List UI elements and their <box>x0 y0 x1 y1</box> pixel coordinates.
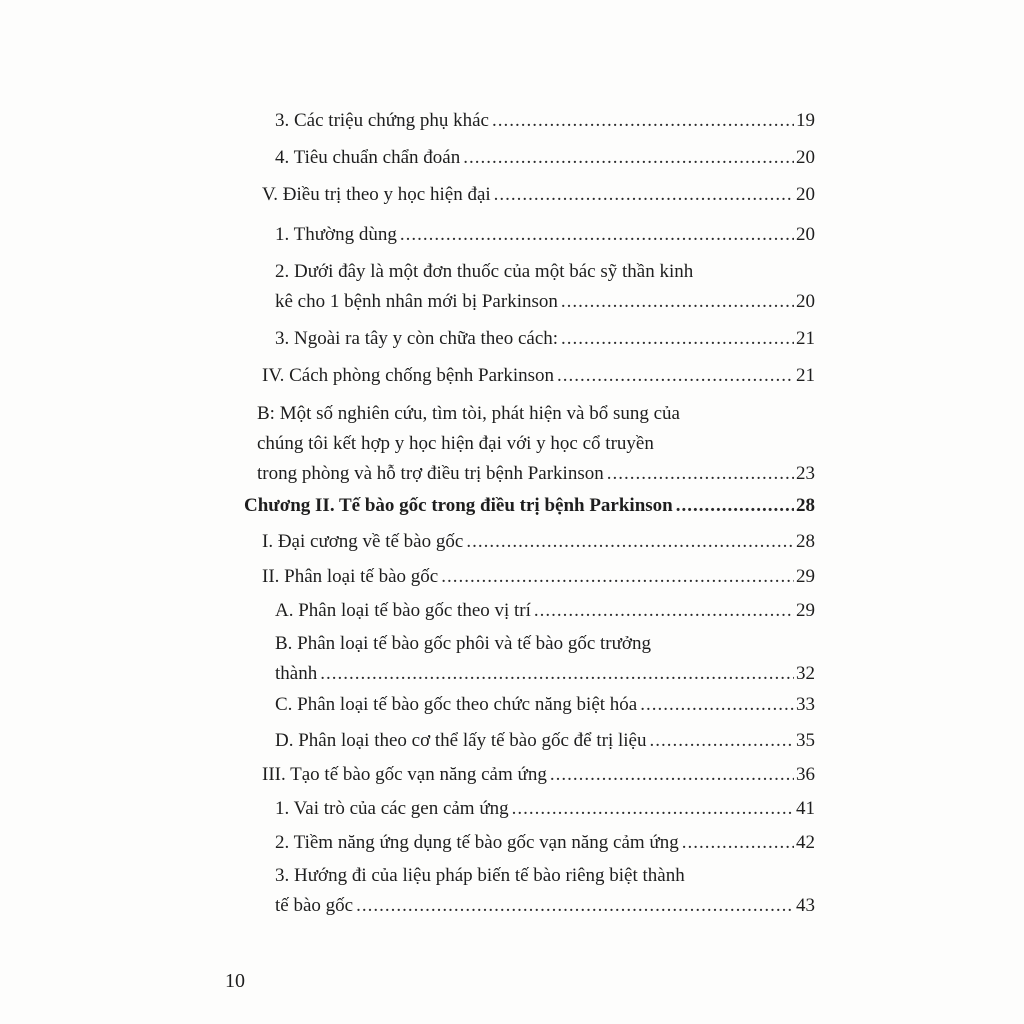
toc-entry-text: V. Điều trị theo y học hiện đại <box>262 184 491 205</box>
toc-entry-first-line: B: Một số nghiên cứu, tìm tòi, phát hiện và bổ sung của <box>257 403 680 424</box>
dot-leader <box>320 659 794 689</box>
toc-entry-text: 3. Ngoài ra tây y còn chữa theo cách: <box>275 328 559 349</box>
toc-entry-first-line: 2. Dưới đây là một đơn thuốc của một bác sỹ thần kinh <box>275 261 694 282</box>
toc-page-number: 33 <box>796 694 815 715</box>
toc-entry-second-line: chúng tôi kết hợp y học hiện đại với y học cổ truyền <box>257 433 654 454</box>
toc-page-number: 20 <box>796 291 815 312</box>
toc-page-number: 35 <box>796 730 815 751</box>
dot-leader <box>494 180 794 210</box>
dot-leader <box>400 220 794 250</box>
toc-page-number: 28 <box>796 495 815 516</box>
toc-entry-text: 4. Tiêu chuẩn chẩn đoán <box>275 147 461 168</box>
toc-page-number: 21 <box>796 328 815 349</box>
toc-entry <box>275 596 815 626</box>
toc-entry-text: C. Phân loại tế bào gốc theo chức năng biệt hóa <box>275 694 638 715</box>
toc-entry-text: A. Phân loại tế bào gốc theo vị trí <box>275 600 531 621</box>
dot-leader <box>607 459 794 489</box>
toc-entry <box>262 361 815 391</box>
dot-leader <box>676 491 794 521</box>
dot-leader <box>561 287 794 317</box>
toc-entry-text: 1. Vai trò của các gen cảm ứng <box>275 798 509 819</box>
toc-entry-text: 1. Thường dùng <box>275 224 397 245</box>
toc-entry-text: trong phòng và hỗ trợ điều trị bệnh Parkinson <box>257 463 604 484</box>
toc-entry <box>257 399 815 489</box>
toc-page-number: 36 <box>796 764 815 785</box>
toc-entry <box>275 106 815 136</box>
dot-leader <box>492 106 794 136</box>
toc-entry-text: kê cho 1 bệnh nhân mới bị Parkinson <box>275 291 558 312</box>
dot-leader <box>561 324 794 354</box>
dot-leader <box>441 562 794 592</box>
toc-page-number: 21 <box>796 365 815 386</box>
toc-page-number: 28 <box>796 531 815 552</box>
dot-leader <box>512 794 794 824</box>
toc-entry <box>275 143 815 173</box>
toc-entry-text: tế bào gốc <box>275 895 354 916</box>
toc-page-number: 20 <box>796 184 815 205</box>
dot-leader <box>356 891 794 921</box>
toc-entry-text: 3. Các triệu chứng phụ khác <box>275 110 489 131</box>
toc-page-number: 41 <box>796 798 815 819</box>
dot-leader <box>682 828 794 858</box>
dot-leader <box>649 726 794 756</box>
toc-entry-text: D. Phân loại theo cơ thể lấy tế bào gốc để trị liệu <box>275 730 647 751</box>
toc-entry-text: III. Tạo tế bào gốc vạn năng cảm ứng <box>262 764 547 785</box>
toc-page-number: 23 <box>796 463 815 484</box>
toc-entry-text: Chương II. Tế bào gốc trong điều trị bệnh Parkinson <box>244 495 673 516</box>
toc-entry-text: 2. Tiềm năng ứng dụng tế bào gốc vạn năng cảm ứng <box>275 832 679 853</box>
toc-entry <box>262 527 815 557</box>
dot-leader <box>534 596 794 626</box>
dot-leader <box>640 690 794 720</box>
toc-entry-text: thành <box>275 663 318 684</box>
toc-page-number: 29 <box>796 600 815 621</box>
toc-page-number: 20 <box>796 224 815 245</box>
toc-entry <box>275 690 815 720</box>
page-number: 10 <box>225 970 245 992</box>
toc-entry-text: II. Phân loại tế bào gốc <box>262 566 439 587</box>
toc-entry-text: I. Đại cương về tế bào gốc <box>262 531 464 552</box>
toc-entry <box>262 760 815 790</box>
toc-page-number: 32 <box>796 663 815 684</box>
toc-page-number: 43 <box>796 895 815 916</box>
toc-entry <box>275 257 815 317</box>
toc-page-number: 29 <box>796 566 815 587</box>
toc-page-number: 19 <box>796 110 815 131</box>
toc-entry <box>275 726 815 756</box>
toc-page-number: 20 <box>796 147 815 168</box>
toc-entry <box>262 562 815 592</box>
toc-entry-first-line: 3. Hướng đi của liệu pháp biến tế bào riêng biệt thành <box>275 865 685 886</box>
toc-entry <box>262 180 815 210</box>
toc-chapter-entry <box>244 491 815 521</box>
dot-leader <box>557 361 794 391</box>
dot-leader <box>463 143 794 173</box>
dot-leader <box>550 760 794 790</box>
toc-entry-first-line: B. Phân loại tế bào gốc phôi và tế bào gốc trưởng <box>275 633 651 654</box>
toc-entry <box>275 794 815 824</box>
toc-entry-text: IV. Cách phòng chống bệnh Parkinson <box>262 365 555 386</box>
toc-entry <box>275 861 815 921</box>
toc-entry <box>275 220 815 250</box>
dot-leader <box>466 527 794 557</box>
toc-entry <box>275 324 815 354</box>
toc-entry <box>275 828 815 858</box>
toc-page-number: 42 <box>796 832 815 853</box>
toc-entry <box>275 629 815 689</box>
